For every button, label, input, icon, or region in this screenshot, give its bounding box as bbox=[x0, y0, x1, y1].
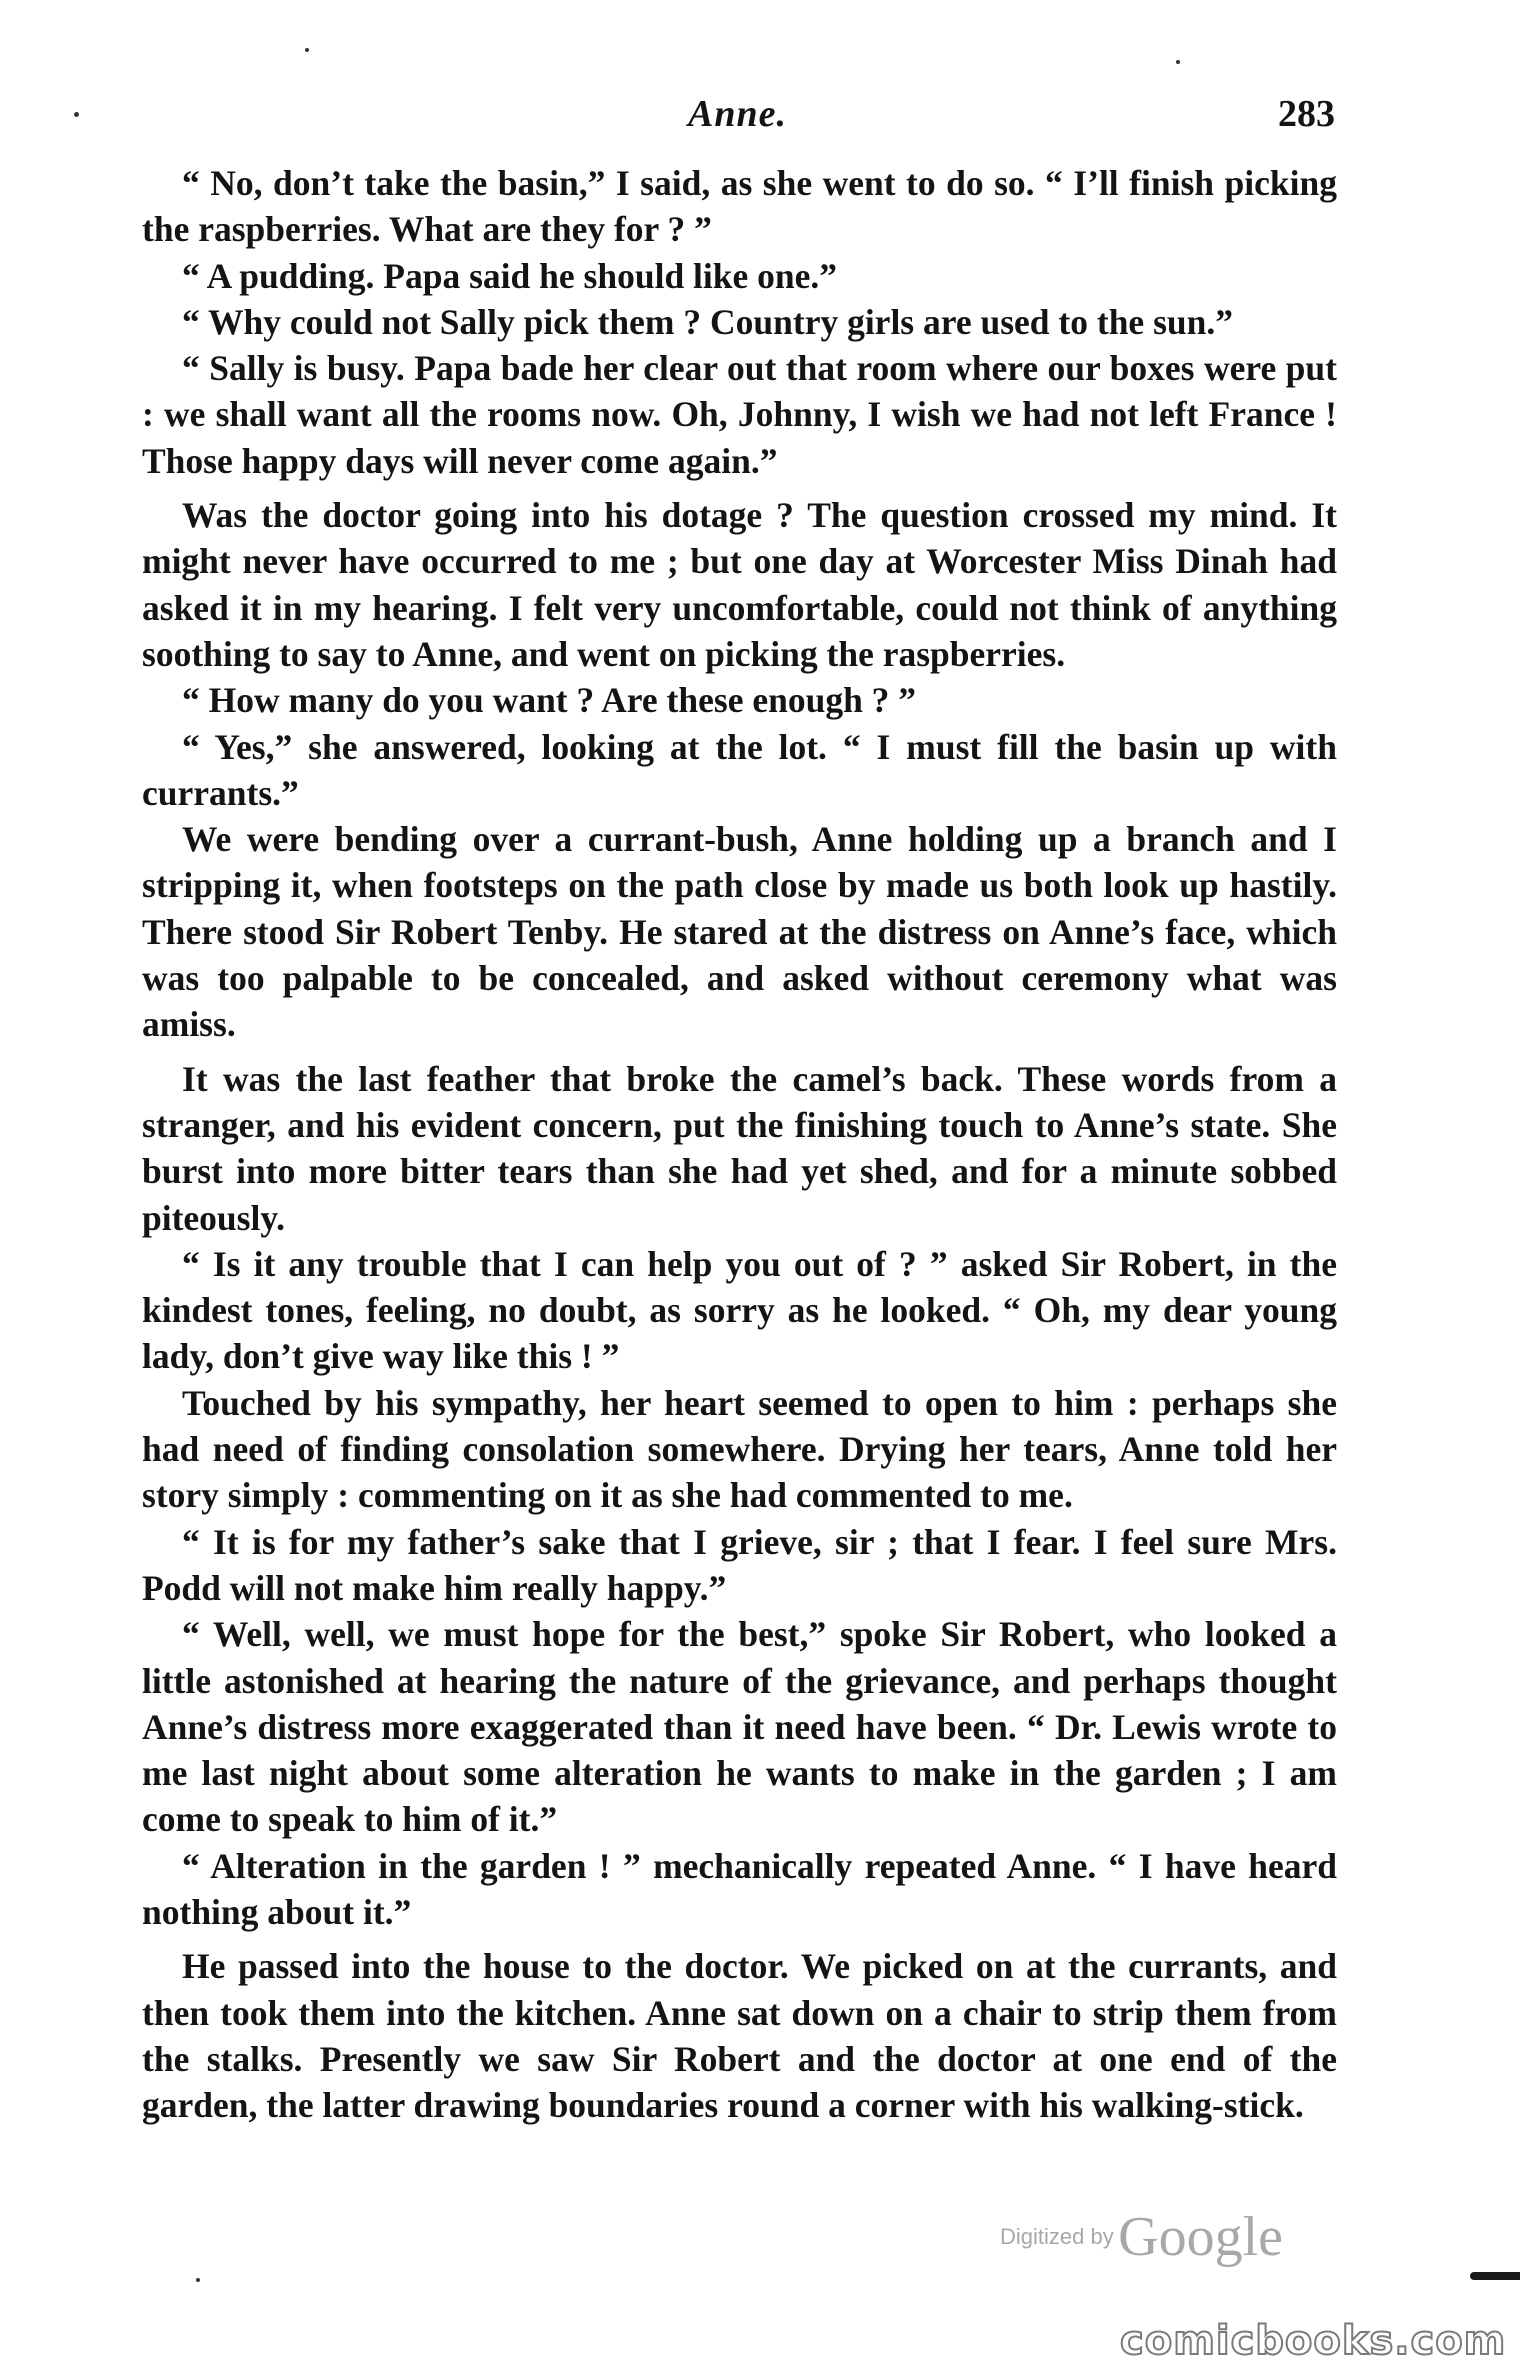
watermark-prefix: Digitized by bbox=[1000, 2224, 1114, 2249]
page-speck bbox=[305, 48, 309, 52]
site-logo: comicbooks.com bbox=[1120, 2318, 1507, 2364]
paragraph: “ Sally is busy. Papa bade her clear out that room where our boxes were put : we shall want all the rooms now. Oh, Johnny, I wish we had not left France ! Those happy days will never come again.” bbox=[142, 348, 1337, 481]
running-title: Anne. bbox=[688, 93, 787, 135]
paragraph: “ A pudding. Papa said he should like one.” bbox=[182, 255, 838, 296]
body-text bbox=[142, 160, 1337, 2128]
page-edge-mark bbox=[1470, 2272, 1520, 2280]
paragraph: Touched by his sympathy, her heart seemed to open to him : perhaps she had need of finding consolation somewhere. Drying her tears, Anne told her story simply : commenting on it as she had commented to me. bbox=[142, 1382, 1337, 1516]
paragraph: “ It is for my father’s sake that I grieve, sir ; that I fear. I feel sure Mrs. Podd will not make him really happy.” bbox=[142, 1521, 1337, 1608]
running-head bbox=[140, 92, 1335, 142]
paragraph: “ How many do you want ? Are these enough ? ” bbox=[182, 680, 917, 721]
paragraph: “ Well, well, we must hope for the best,” spoke Sir Robert, who looked a little astonished at hearing the nature of the grievance, and perhaps thought Anne’s distress more exaggerated than it need have been. “ Dr. Lewis wrote to me last night about some alteration he wants to make in the garden ; I am come to speak to him of it.” bbox=[142, 1614, 1337, 1840]
page-speck bbox=[196, 2278, 200, 2282]
paragraph: “ Yes,” she answered, looking at the lot. “ I must fill the basin up with currants.” bbox=[142, 726, 1337, 813]
page-number: 283 bbox=[1278, 93, 1335, 135]
digitized-watermark bbox=[1000, 2205, 1283, 2269]
paragraph: “ Why could not Sally pick them ? Country girls are used to the sun.” bbox=[182, 301, 1233, 342]
paragraph: “ Is it any trouble that I can help you out of ? ” asked Sir Robert, in the kindest tones, feeling, no doubt, as sorry as he looked. “ Oh, my dear young lady, don’t give way like this ! ” bbox=[142, 1243, 1337, 1377]
paragraph: We were bending over a currant-bush, Anne holding up a branch and I stripping it, when footsteps on the path close by made us both look up hastily. There stood Sir Robert Tenby. He stared at the distress on Anne’s face, which was too palpable to be concealed, and asked without ceremony what was amiss. bbox=[142, 819, 1337, 1045]
paragraph: Was the doctor going into his dotage ? The question crossed my mind. It might never have occurred to me ; but one day at Worcester Miss Dinah had asked it in my hearing. I felt very uncomfortable, could not think of anything soothing to say to Anne, and went on picking the raspberries. bbox=[142, 495, 1337, 674]
paragraph: “ No, don’t take the basin,” I said, as she went to do so. “ I’ll finish picking the raspberries. What are they for ? ” bbox=[142, 163, 1337, 250]
page-speck bbox=[1176, 60, 1180, 64]
paragraph: “ Alteration in the garden ! ” mechanically repeated Anne. “ I have heard nothing about it.” bbox=[142, 1845, 1337, 1932]
page-speck bbox=[74, 112, 79, 117]
paragraph: It was the last feather that broke the camel’s back. These words from a stranger, and his evident concern, put the finishing touch to Anne’s state. She burst into more bitter tears than she had yet shed, and for a minute sobbed piteously. bbox=[142, 1058, 1337, 1238]
google-logo: Google bbox=[1118, 2206, 1284, 2268]
paragraph: He passed into the house to the doctor. We picked on at the currants, and then took them into the kitchen. Anne sat down on a chair to strip them from the stalks. Presently we saw Sir Robert and the doctor at one end of the garden, the latter drawing boundaries round a corner with his walking-stick. bbox=[142, 1946, 1337, 2126]
